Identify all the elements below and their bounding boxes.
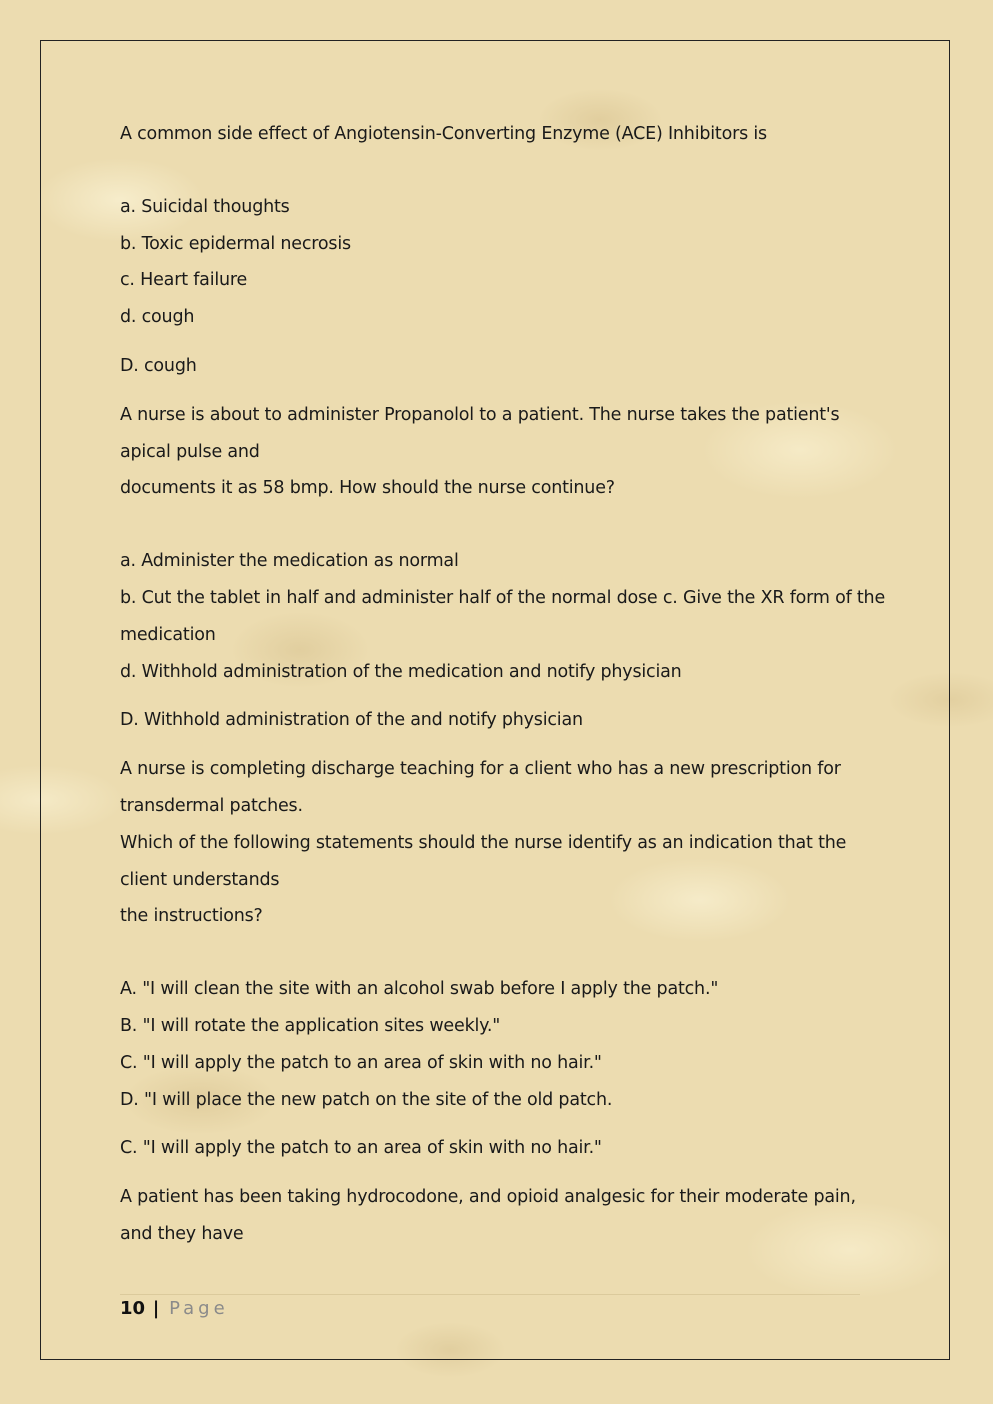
question-stem-line: client understands [120, 869, 280, 890]
answer-option: a. Administer the medication as normal [120, 551, 459, 572]
answer-option: d. Withhold administration of the medication and notify physician [120, 661, 682, 682]
question-stem-line: A patient has been taking hydrocodone, and opioid analgesic for their moderate pain, [120, 1187, 856, 1208]
answer-option: A. "I will clean the site with an alcohol swab before I apply the patch." [120, 979, 719, 1000]
question-3 [120, 751, 880, 1167]
page-number: 10 [120, 1298, 146, 1319]
question-stem-line: and they have [120, 1223, 244, 1244]
question-stem-line: A nurse is about to administer Propanolol to a patient. The nurse takes the patient's [120, 404, 840, 425]
question-stem-line: Which of the following statements should the nurse identify as an indication that the [120, 832, 847, 853]
answer-option: D. "I will place the new patch on the site of the old patch. [120, 1089, 613, 1110]
question-stem-line: documents it as 58 bmp. How should the nurse continue? [120, 478, 615, 499]
answer-option: C. "I will apply the patch to an area of skin with no hair." [120, 1052, 602, 1073]
answer-option: d. cough [120, 307, 195, 328]
answer-option: c. Heart failure [120, 270, 248, 291]
page-footer [120, 1294, 860, 1323]
correct-answer: D. cough [120, 355, 197, 376]
question-stem-line: apical pulse and [120, 441, 260, 462]
question-4 [120, 1179, 880, 1253]
question-stem-line: A nurse is completing discharge teaching for a client who has a new prescription for [120, 759, 841, 780]
answer-option: a. Suicidal thoughts [120, 196, 290, 217]
question-stem-line: transdermal patches. [120, 795, 303, 816]
question-2 [120, 397, 886, 739]
question-stem-line: the instructions? [120, 906, 263, 927]
footer-separator: | [152, 1298, 160, 1319]
answer-option: b. Toxic epidermal necrosis [120, 233, 351, 254]
answer-option: B. "I will rotate the application sites weekly." [120, 1015, 501, 1036]
correct-answer: D. Withhold administration of the and notify physician [120, 710, 583, 731]
answer-option: medication [120, 624, 216, 645]
question-1 [120, 116, 880, 385]
correct-answer: C. "I will apply the patch to an area of skin with no hair." [120, 1138, 602, 1159]
page-label: Page [169, 1298, 229, 1319]
document-body [120, 116, 886, 1253]
question-stem-line: A common side effect of Angiotensin-Converting Enzyme (ACE) Inhibitors is [120, 124, 767, 144]
answer-option: b. Cut the tablet in half and administer half of the normal dose c. Give the XR form of the [120, 587, 886, 608]
